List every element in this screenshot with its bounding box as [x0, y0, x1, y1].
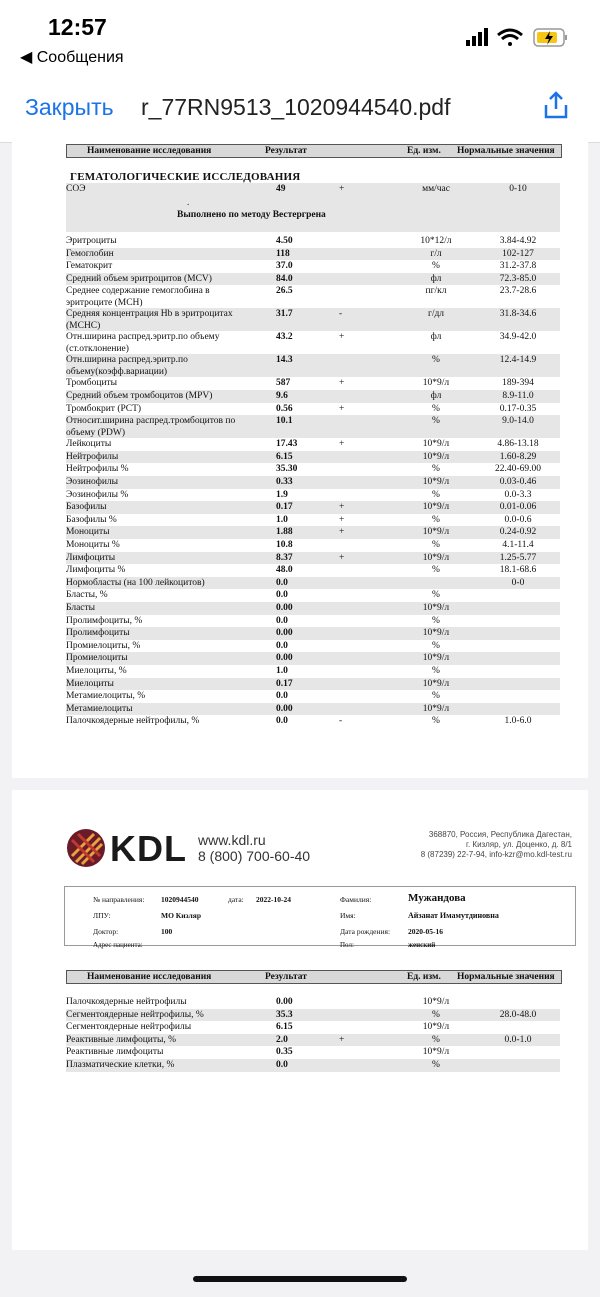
test-name: Средняя концентрация Hb в эритроцитах (MCHC)	[66, 309, 233, 331]
test-unit: %	[432, 1009, 440, 1020]
test-result: 0.33	[276, 477, 293, 487]
abnormal-flag: +	[339, 403, 345, 414]
test-unit: 10*9/л	[422, 997, 450, 1007]
header-norm: Нормальные значения	[457, 146, 555, 156]
patient-dob: 2020-05-16	[408, 927, 443, 936]
test-name: Реактивные лимфоциты	[66, 1047, 164, 1058]
test-result: 48.0	[276, 565, 293, 576]
test-name: Средний объем тромбоцитов (MPV)	[66, 391, 213, 401]
referral-date: 2022-10-24	[256, 895, 291, 904]
reference-range: 0.24-0.92	[499, 527, 537, 538]
test-name: Гематокрит	[66, 261, 113, 272]
abnormal-flag: +	[339, 1034, 345, 1045]
test-unit: 10*9/л	[422, 703, 450, 714]
abnormal-flag: +	[339, 332, 345, 343]
test-result: 2.0	[276, 1034, 288, 1045]
test-result: 587	[276, 378, 291, 389]
test-result: 0.0	[276, 716, 288, 727]
test-result: 0.0	[276, 691, 288, 702]
status-bar	[0, 0, 600, 72]
test-unit: %	[432, 464, 440, 475]
test-unit: г/дл	[427, 309, 445, 320]
lab-phone: 8 (800) 700-60-40	[198, 848, 311, 864]
test-result: 10.8	[276, 540, 293, 550]
abnormal-flag: +	[339, 439, 345, 450]
test-unit: фл	[430, 273, 442, 284]
reference-range: 18.1-68.6	[499, 565, 537, 576]
kdl-logo-icon	[64, 826, 108, 870]
reference-range: 28.0-48.0	[499, 1009, 537, 1020]
test-result: 0.17	[276, 502, 293, 513]
abnormal-flag: +	[339, 514, 345, 525]
reference-range: 23.7-28.6	[499, 286, 537, 297]
test-name: Промиелоциты	[66, 653, 128, 664]
test-unit: %	[432, 640, 440, 651]
test-name: Реактивные лимфоциты, %	[66, 1034, 177, 1045]
document-title: r_77RN9513_1020944540.pdf	[141, 94, 451, 120]
reference-range: 1.0-6.0	[504, 716, 532, 727]
test-name: Эозинофилы	[66, 477, 119, 487]
test-unit: %	[432, 1034, 440, 1045]
test-result: 0.00	[276, 653, 293, 664]
reference-range: 0.03-0.46	[499, 477, 537, 487]
patient-sex: женский	[408, 941, 436, 949]
test-unit: 10*9/л	[422, 378, 450, 389]
abnormal-flag: +	[339, 378, 345, 389]
test-result: 0.17	[276, 678, 293, 689]
test-name: Средний объем эритроцитов (MCV)	[66, 273, 212, 284]
test-unit: %	[432, 716, 440, 727]
method-note: Выполнено по методу Вестергрена	[177, 210, 326, 220]
test-result: 0.56	[276, 403, 293, 414]
test-unit: %	[432, 540, 440, 550]
header-unit: Ед. изм.	[407, 146, 441, 156]
test-result: 31.7	[276, 309, 293, 320]
test-name: Бласты, %	[66, 590, 108, 601]
reference-range: 0.0-0.6	[504, 514, 532, 525]
test-result: 6.15	[276, 1022, 293, 1033]
test-name: Относит.ширина распред.тромбоцитов по объему (PDW)	[66, 416, 236, 438]
test-unit: фл	[430, 391, 442, 401]
test-name: Палочкоядерные нейтрофилы, %	[66, 716, 200, 727]
test-unit: 10*9/л	[422, 502, 450, 513]
lab-contact	[198, 832, 310, 864]
reference-range: 0.0-1.0	[504, 1034, 532, 1045]
test-name: Миелоциты	[66, 678, 114, 689]
test-name: Эритроциты	[66, 236, 117, 246]
test-name: Тромбоциты	[66, 378, 118, 389]
test-result: 1.0	[276, 666, 288, 676]
abnormal-flag: -	[339, 716, 343, 727]
test-result: 0.0	[276, 577, 288, 588]
reference-range: 102-127	[502, 248, 534, 259]
reference-range: 189-394	[502, 378, 534, 389]
test-unit: 10*9/л	[422, 527, 450, 538]
lab-website: www.kdl.ru	[198, 832, 266, 848]
reference-range: 3.84-4.92	[499, 236, 537, 246]
test-unit: 10*9/л	[422, 1022, 450, 1033]
kdl-logo-text: KDL	[110, 828, 187, 869]
test-unit: 10*9/л	[422, 628, 450, 639]
abnormal-flag: +	[339, 527, 345, 538]
viewer-nav-bar	[0, 72, 600, 143]
test-unit: %	[432, 261, 440, 272]
reference-range: 31.8-34.6	[499, 309, 537, 320]
test-unit: %	[432, 1060, 440, 1070]
test-name: Промиелоциты, %	[66, 640, 141, 651]
test-name: Среднее содержание гемоглобина в эритроците (MCH)	[66, 286, 210, 308]
test-result: 1.88	[276, 527, 293, 538]
test-name: Нормобласты (на 100 лейкоцитов)	[66, 577, 205, 588]
test-name: Миелоциты, %	[66, 666, 127, 676]
reference-range: 31.2-37.8	[499, 261, 537, 272]
referral-number: 1020944540	[161, 895, 199, 904]
home-indicator[interactable]	[193, 1276, 407, 1282]
header-name: Наименование исследования	[87, 146, 212, 156]
test-name: Базофилы	[66, 502, 107, 513]
signal-icon	[466, 28, 488, 46]
test-unit: %	[432, 615, 440, 626]
test-name: Пролимфоциты, %	[66, 615, 143, 626]
share-icon[interactable]	[541, 90, 571, 120]
test-unit: 10*9/л	[422, 451, 450, 462]
test-unit: 10*9/л	[422, 603, 450, 613]
test-unit: %	[432, 590, 440, 601]
reference-range: 34.9-42.0	[499, 332, 537, 343]
test-unit: %	[432, 514, 440, 525]
reference-range: 1.25-5.77	[499, 552, 537, 563]
test-name: Лимфоциты %	[66, 565, 126, 576]
header-result: Результат	[265, 146, 307, 156]
test-name: Нейтрофилы	[66, 451, 119, 462]
reference-range: 4.86-13.18	[497, 439, 539, 450]
test-unit: %	[432, 666, 440, 676]
reference-range: 0.0-3.3	[504, 489, 532, 500]
test-name: Моноциты %	[66, 540, 120, 550]
test-unit: 10*9/л	[422, 552, 450, 563]
status-icons	[466, 26, 576, 50]
test-result: 6.15	[276, 451, 293, 462]
wifi-icon	[498, 30, 522, 46]
section-title: ГЕМАТОЛОГИЧЕСКИЕ ИССЛЕДОВАНИЯ	[70, 171, 301, 183]
test-unit: пг/кл	[425, 286, 447, 297]
test-result: 0.0	[276, 615, 288, 626]
test-result: 43.2	[276, 332, 293, 343]
test-result: 0.00	[276, 997, 293, 1007]
test-result: 8.37	[276, 552, 293, 563]
test-result: 0.35	[276, 1047, 293, 1058]
reference-range: 0.01-0.06	[499, 502, 537, 513]
test-name: Плазматические клетки, %	[66, 1060, 175, 1070]
abnormal-flag: +	[339, 552, 345, 563]
test-result: 0.00	[276, 603, 293, 613]
reference-range: 9.0-14.0	[502, 416, 534, 427]
abnormal-flag: +	[339, 502, 345, 513]
test-result: 118	[276, 248, 290, 259]
lpu-value: МО Кизляр	[161, 911, 201, 920]
test-result: 17.43	[276, 439, 298, 450]
test-result: 35.3	[276, 1009, 293, 1020]
test-result: 26.5	[276, 286, 293, 297]
patient-surname: Мужандова	[408, 892, 466, 904]
test-result: 4.50	[276, 236, 293, 246]
test-result: 84.0	[276, 273, 293, 284]
test-result: 0.00	[276, 628, 293, 639]
test-result: 10.1	[276, 416, 293, 427]
pdf-page-2[interactable]	[12, 790, 588, 1250]
test-name: Нейтрофилы %	[66, 464, 129, 475]
reference-range: 22.40-69.00	[495, 464, 541, 475]
battery-charging-icon	[534, 29, 567, 46]
reference-range: 0.17-0.35	[499, 403, 537, 414]
reference-range: 12.4-14.9	[499, 355, 537, 366]
test-unit: %	[432, 355, 440, 366]
reference-range: 0-0	[511, 577, 525, 588]
test-result: 1.9	[276, 489, 288, 500]
test-name: Метамиелоциты, %	[66, 691, 146, 702]
reference-range: 72.3-85.0	[499, 273, 537, 284]
test-unit: г/л	[430, 248, 442, 259]
table-header	[66, 144, 562, 158]
test-unit: %	[432, 416, 440, 427]
reference-range: 1.60-8.29	[499, 451, 537, 462]
patient-name: Айзанат Имамутдиновна	[408, 911, 499, 920]
test-unit: %	[432, 403, 440, 414]
test-name: Метамиелоциты	[66, 703, 133, 714]
clock: 12:57	[48, 14, 107, 40]
test-result: 35.30	[276, 464, 298, 475]
test-name: Лимфоциты	[66, 552, 116, 563]
pdf-page-1[interactable]: Наименование исследования Результат Ед. изм. Нормальные значения ГЕМАТОЛОГИЧЕСКИЕ ИССЛЕДОВАНИЯ СОЭ 49 + мм/час 0-10 . Выполнено по методу Вестергрена Эритроциты 4.50 10*12/л 3.84-4.92 Гемоглобин 118 г/л 102-127 Гематокрит 37.0 % 31.2-37.8 Средний объем эритроцитов (MCV) 84.0 фл 72.3-85.0 Среднее содержание гемоглобина в эритроците (MCH) 26.5 пг/кл 23.7-28.6 Средняя концентрация Hb в эритроцитах (MCHC) 31.7 - г/дл 31.8-34.6 Отн.ширина распред.эритр.по объему (ст.отклонение) 43.2 + фл 34.9-42.0 Отн.ширина распред.эритр.по объему(коэфф.вариации) 14.3 % 12.4-14.9 Тромбоциты 587 + 10*9/л 189-394 Средний объем тромбоцитов (MPV) 9.6 фл 8.9-11.0 Тромбокрит (PCT) 0.56 + % 0.17-0.35 Относит.ширина распред.тромбоцитов по объему (PDW) 10.1 % 9.0-14.0 Лейкоциты 17.43 + 10*9/л 4.86-13.18 Нейтрофилы 6.15 10*9/л 1.60-8.29 Нейтрофилы % 35.30 % 22.40-69.00 Эозинофилы 0.33 10*9/л 0.03-0.46 Эозинофилы % 1.9 % 0.0-3.3 Базофилы 0.17 + 10*9/л 0.01-0.06 Базофилы % 1.0 + % 0.0-0.6 Моноциты 1.88 + 10*9/л 0.24-0.92 Моноциты % 10.8 % 4.1-11.4 Лимфоциты 8.37 + 10*9/л 1.25-5.77 Лимфоциты % 48.0 % 18.1-68.6 Нормобласты (на 100 лейкоцитов) 0.0 0-0 Бласты, % 0.0 % Бласты 0.00 10*9/л Пролимфоциты, % 0.0 % Пролимфоциты 0.00 10*9/л Промиелоциты, % 0.0 % Промиелоциты 0.00 10*9/л Миелоциты, % 1.0 % Миелоциты 0.17 10*9/л Метамиелоциты, % 0.0 % Метамиелоциты 0.00 10*9/л Палочкоядерные нейтрофилы, % 0.0 - % 1.0-6.0	[12, 142, 588, 778]
test-result: 0.00	[276, 703, 293, 714]
test-unit: 10*12/л	[420, 236, 452, 246]
abnormal-flag: -	[339, 309, 343, 320]
lab-address: 368870, Россия, Республика Дагестан, г. Кизляр, ул. Доценко, д. 8/1 8 (87239) 22-7-94, info-kzr@mo.kdl-test.ru	[420, 830, 572, 859]
table-header-page2: Наименование исследования Результат Ед. изм. Нормальные значения	[66, 970, 562, 984]
test-unit: 10*9/л	[422, 477, 450, 487]
test-name: Базофилы %	[66, 514, 117, 525]
test-unit: %	[432, 565, 440, 576]
test-result: 1.0	[276, 514, 288, 525]
test-unit: %	[432, 489, 440, 500]
test-result: 14.3	[276, 355, 293, 366]
doctor-value: 100	[161, 927, 173, 936]
test-name: Отн.ширина распред.эритр.по объему (ст.отклонение)	[66, 332, 220, 354]
test-name: Бласты	[66, 603, 96, 613]
test-result: 9.6	[276, 391, 288, 401]
test-unit: фл	[430, 332, 442, 343]
test-unit: %	[432, 691, 440, 702]
test-name: Пролимфоциты	[66, 628, 130, 639]
back-to-messages-link[interactable]: ◀ Сообщения	[20, 49, 124, 66]
test-unit: 10*9/л	[422, 678, 450, 689]
test-unit: 10*9/л	[422, 439, 450, 450]
patient-info-box: № направления: 1020944540 дата: 2022-10-24 ЛПУ: МО Кизляр Доктор: 100 Адрес пациента: Фамилия: Мужандова Имя: Айзанат Имамутдиновна Дата рождения: 2020-05-16 Пол: женский	[64, 886, 576, 946]
reference-range: 4.1-11.4	[502, 540, 534, 550]
test-name: Тромбокрит (PCT)	[66, 403, 142, 414]
close-button[interactable]: Закрыть	[25, 94, 114, 120]
test-result: 37.0	[276, 261, 293, 272]
test-result: 0.0	[276, 590, 288, 601]
reference-range: 8.9-11.0	[502, 391, 534, 401]
test-unit: 10*9/л	[422, 653, 450, 664]
test-name: Сегментоядерные нейтрофилы	[66, 1022, 192, 1033]
test-name: Отн.ширина распред.эритр.по объему(коэфф.вариации)	[66, 355, 188, 377]
test-name: Палочкоядерные нейтрофилы	[66, 997, 187, 1007]
test-result: 0.0	[276, 640, 288, 651]
test-name: Эозинофилы %	[66, 489, 129, 500]
test-name: Моноциты	[66, 527, 110, 538]
dot-mark: .	[187, 197, 190, 207]
test-result: 0.0	[276, 1060, 288, 1070]
test-name: Лейкоциты	[66, 439, 112, 450]
test-unit: 10*9/л	[422, 1047, 450, 1058]
test-name: Гемоглобин	[66, 248, 114, 259]
test-name: Сегментоядерные нейтрофилы, %	[66, 1009, 204, 1020]
